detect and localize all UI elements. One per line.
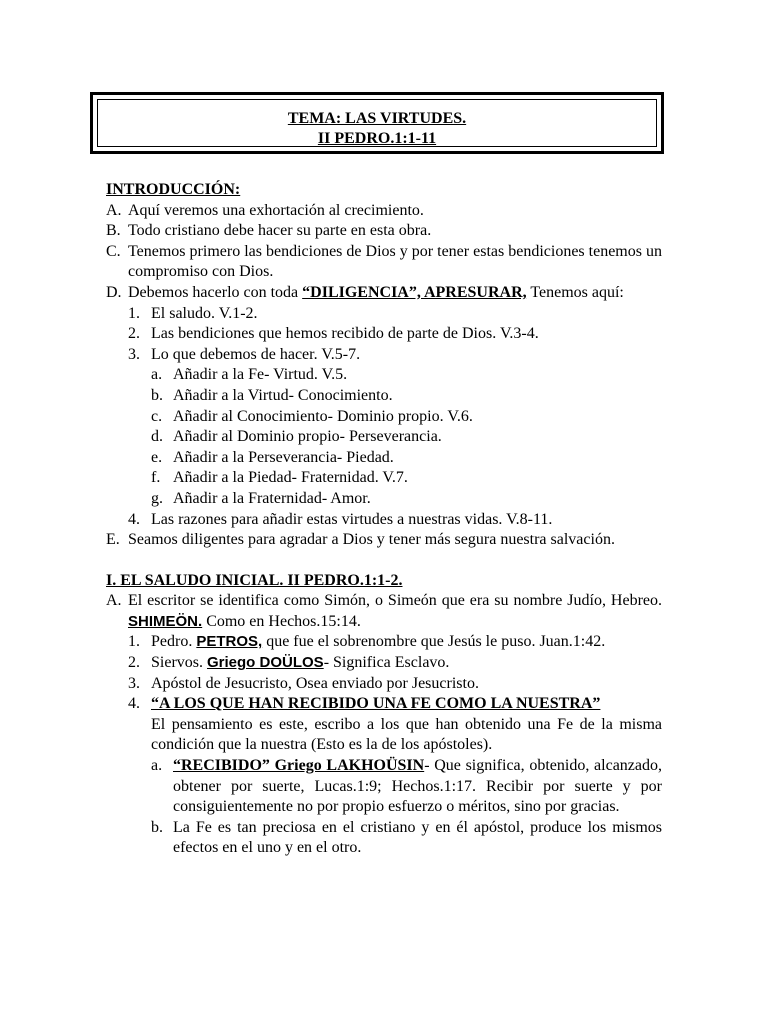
item-text-emphasis: “DILIGENCIA”, APRESURAR, (302, 283, 527, 301)
marker: C. (106, 242, 121, 260)
marker: a. (151, 757, 163, 775)
section-spacer (106, 551, 662, 571)
item-text: Añadir a la Perseverancia- Piedad. (173, 448, 394, 466)
marker: A. (106, 592, 122, 610)
item-text-emphasis: SHIMEÖN. (128, 612, 203, 630)
intro-subsubitem-d (106, 427, 662, 448)
marker: f. (151, 469, 161, 487)
marker: 3. (128, 345, 140, 363)
item-text: Aquí veremos una exhortación al crecimiento. (128, 201, 424, 219)
intro-item-e (106, 530, 662, 551)
item-text-pre: Debemos hacerlo con toda (128, 283, 303, 301)
intro-subsubitem-g (106, 489, 662, 510)
item-text: La Fe es tan preciosa en el cristiano y en él apóstol, produce los mismos efectos en el uno y en el otro. (173, 818, 662, 857)
item-text: Añadir al Dominio propio- Perseverancia. (173, 428, 442, 446)
document-body (106, 180, 662, 859)
marker: b. (151, 386, 163, 404)
marker: g. (151, 489, 163, 507)
section1-subitem-4 (106, 694, 662, 756)
item-text-pre: Siervos. (151, 654, 207, 672)
title-box (90, 92, 664, 154)
section1-item-a (106, 591, 662, 632)
item-text-emphasis: Griego DOÜLOS (207, 654, 324, 672)
intro-subsubitem-a (106, 365, 662, 386)
marker: E. (106, 531, 120, 549)
marker: d. (151, 428, 163, 446)
item-text: Tenemos primero las bendiciones de Dios y por tener estas bendiciones tenemos un compromiso con Dios. (128, 242, 662, 281)
item-text: Las razones para añadir estas virtudes a nuestras vidas. V.8-11. (151, 510, 553, 528)
item-text: Todo cristiano debe hacer su parte en esta obra. (128, 222, 432, 240)
title-inner-border (97, 99, 657, 147)
marker: 3. (128, 674, 140, 692)
marker: B. (106, 222, 121, 240)
item-text: Añadir a la Fe- Virtud. V.5. (173, 366, 348, 384)
item-text-pre: Pedro. (151, 633, 197, 651)
marker: 2. (128, 325, 140, 343)
item-text-post: Como en Hechos.15:14. (202, 612, 361, 630)
item-text (151, 632, 662, 653)
intro-item-d (106, 283, 662, 304)
item-explanation: El pensamiento es este, escribo a los que han obtenido una Fe de la misma condición que la nuestra (Esto es la de los apóstoles). (151, 715, 662, 754)
item-text: Añadir a la Piedad- Fraternidad. V.7. (173, 469, 408, 487)
item-text (173, 756, 662, 818)
item-text: Apóstol de Jesucristo, Osea enviado por Jesucristo. (151, 674, 479, 692)
item-text: Lo que debemos de hacer. V.5-7. (151, 345, 361, 363)
marker: A. (106, 201, 122, 219)
item-text (128, 591, 662, 632)
section1-subitem-3 (106, 674, 662, 695)
item-text (128, 283, 662, 304)
item-text (151, 653, 662, 674)
marker: b. (151, 818, 163, 836)
intro-subsubitem-e (106, 448, 662, 469)
marker: e. (151, 448, 163, 466)
item-text: El saludo. V.1-2. (151, 304, 258, 322)
intro-item-b (106, 221, 662, 242)
marker: 2. (128, 654, 140, 672)
section1-subsubitem-a (106, 756, 662, 818)
item-text-emphasis: “RECIBIDO” Griego LAKHOÜSIN (173, 757, 425, 775)
title-line-2: II PEDRO.1:1-11 (317, 130, 437, 147)
marker: 4. (128, 695, 140, 713)
intro-subsubitem-c (106, 407, 662, 428)
intro-item-c (106, 242, 662, 283)
section1-subitem-1 (106, 632, 662, 653)
item-text-post: - Que significa, obtenido, alcanzado, obtener por suerte, Lucas.1:9; Hechos.1:17. Recibir por suerte y por consiguientemente no por propio esfuerzo o méritos, sino por gracias. (173, 757, 662, 816)
marker: a. (151, 366, 163, 384)
intro-subitem-1 (106, 304, 662, 325)
title-line-1: TEMA: LAS VIRTUDES. (287, 110, 467, 127)
intro-subsubitem-b (106, 386, 662, 407)
item-text-emphasis: PETROS, (196, 633, 263, 651)
marker: 4. (128, 510, 140, 528)
marker: c. (151, 407, 163, 425)
intro-item-a (106, 201, 662, 222)
marker: D. (106, 283, 122, 301)
intro-heading: INTRODUCCIÓN: (106, 181, 241, 198)
item-text: Las bendiciones que hemos recibido de parte de Dios. V.3-4. (151, 325, 539, 343)
intro-subitem-4 (106, 510, 662, 531)
intro-subsubitem-f (106, 468, 662, 489)
item-text-post: que fue el sobrenombre que Jesús le puso. Juan.1:42. (262, 633, 606, 651)
item-text-post: - Significa Esclavo. (323, 654, 450, 672)
item-text-pre: El escritor se identifica como Simón, o Simeón que era su nombre Judío, Hebreo. (128, 592, 662, 610)
intro-subitem-2 (106, 324, 662, 345)
item-text (151, 694, 662, 756)
section1-heading: I. EL SALUDO INICIAL. II PEDRO.1:1-2. (106, 571, 403, 589)
intro-subitem-3 (106, 345, 662, 366)
item-text-post: Tenemos aquí: (526, 283, 624, 301)
item-text: Añadir a la Fraternidad- Amor. (173, 489, 371, 507)
section1-subsubitem-b (106, 818, 662, 859)
item-text: Añadir al Conocimiento- Dominio propio. V.6. (173, 407, 473, 425)
item-text: Añadir a la Virtud- Conocimiento. (173, 386, 393, 404)
item-text: Seamos diligentes para agradar a Dios y tener más segura nuestra salvación. (128, 531, 615, 549)
item-quote: “A LOS QUE HAN RECIBIDO UNA FE COMO LA NUESTRA” (151, 695, 601, 713)
marker: 1. (128, 304, 140, 322)
section1-subitem-2 (106, 653, 662, 674)
marker: 1. (128, 633, 140, 651)
